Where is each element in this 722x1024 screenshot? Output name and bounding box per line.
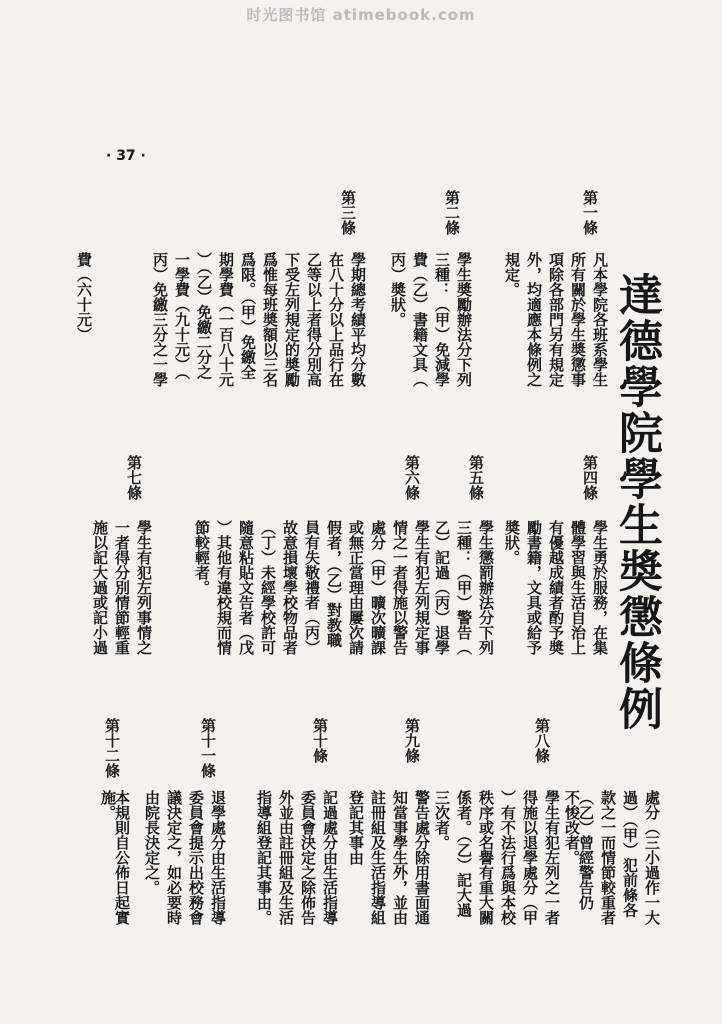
lower-text-line: 過）（甲）犯前條各 bbox=[621, 790, 639, 918]
upper-text-line: 丙）奬狀。 bbox=[389, 252, 407, 327]
lower-text-line: 學生有犯左列之一者 bbox=[543, 790, 561, 925]
upper-text-line: 項除各部門另有規定 bbox=[547, 252, 565, 387]
article-10-label: 第十條 bbox=[311, 718, 329, 763]
lower-text-line: 款之一而情節較重者 bbox=[599, 790, 617, 925]
lower-text-line: 不悛改者。 bbox=[563, 790, 581, 865]
middle-text-line: 體學習與生活自治上 bbox=[569, 520, 587, 655]
middle-text-line: 學生勇於服務，在集 bbox=[591, 520, 609, 655]
article-9-label: 第九條 bbox=[403, 718, 421, 763]
middle-text-line: 學生懲罰辦法分下列 bbox=[477, 520, 495, 655]
upper-text-line: 乙等以上者得分別高 bbox=[305, 252, 323, 387]
middle-text-line: 情之一者得施以警告 bbox=[391, 520, 409, 655]
upper-text-line: 外，均適應本條例之 bbox=[525, 252, 543, 387]
article-8-label: 第八條 bbox=[533, 718, 551, 763]
upper-text-line: 下受左列規定的奬勵 bbox=[283, 252, 301, 387]
lower-text-line: 秩序或名譽有重大關 bbox=[477, 790, 495, 925]
article-5-label: 第五條 bbox=[467, 455, 485, 500]
upper-text-line: 一學費（九十元）（ bbox=[173, 252, 191, 380]
lower-text-line: 三次者。 bbox=[433, 790, 451, 850]
middle-text-line: 假者，（乙）對教職 bbox=[325, 520, 343, 648]
lower-text-line: 登記其事由 bbox=[347, 790, 365, 865]
lower-text-line: 退學處分由生活指導 bbox=[209, 790, 227, 925]
lower-text-line: 委員會提示出校務會 bbox=[187, 790, 205, 925]
middle-text-line: 故意損壞學校物品者 bbox=[281, 520, 299, 655]
upper-text-line: 期學費（一百八十元 bbox=[217, 252, 235, 387]
middle-text-line: （丁）未經學校許可 bbox=[259, 520, 277, 655]
middle-text-line: 或無正當理由屢次請 bbox=[347, 520, 365, 655]
middle-text-line: 節較輕者。 bbox=[193, 520, 211, 595]
lower-text-line: 本規則自公佈日起實 bbox=[113, 790, 131, 925]
middle-text-line: 乙）記過（丙）退學 bbox=[433, 520, 451, 655]
upper-text-line: 在八十分以上品行在 bbox=[327, 252, 345, 387]
middle-text-line: 一者得分別情節輕重 bbox=[113, 520, 131, 655]
lower-text-line: （乙）曾經警告仍 bbox=[577, 790, 595, 910]
lower-text-line: 得施以退學處分（甲 bbox=[521, 790, 539, 925]
middle-text-line: 施以記大過或記小過 bbox=[91, 520, 109, 655]
lower-text-line: 記過處分由生活指導 bbox=[321, 790, 339, 925]
lower-text-line: 係者。（乙）記大過 bbox=[455, 790, 473, 918]
page-number: · 37 · bbox=[106, 148, 146, 164]
lower-text-line: 由院長決定之。 bbox=[143, 790, 161, 895]
lower-text-line: 委員會決定之除佈告 bbox=[299, 790, 317, 925]
article-1-label: 第一條 bbox=[581, 190, 599, 235]
middle-text-line: 有優越成績者酌予奬 bbox=[547, 520, 565, 655]
middle-text-line: 學生有犯左列事情之 bbox=[135, 520, 153, 655]
upper-text-line: ）（乙）免繳二分之 bbox=[195, 252, 213, 380]
upper-text-line: 凡本學院各班系學生 bbox=[591, 252, 609, 387]
article-6-label: 第六條 bbox=[403, 455, 421, 500]
lower-text-line: 議決定之，如必要時 bbox=[165, 790, 183, 925]
article-12-label: 第十二條 bbox=[103, 718, 121, 778]
lower-text-line: 處分（三小過作一大 bbox=[643, 790, 661, 925]
middle-text-line: ）其他有違校規而情 bbox=[215, 520, 233, 655]
middle-text-line: 勵書籍，文具或給予 bbox=[525, 520, 543, 655]
document-title: 達德學院學生奬懲條例 bbox=[611, 272, 662, 732]
lower-text-line: ）有不法行爲與本校 bbox=[499, 790, 517, 925]
upper-text-line: 學生奬勵辦法分下列 bbox=[455, 252, 473, 387]
article-2-label: 第二條 bbox=[443, 190, 461, 235]
article-3-label: 第三條 bbox=[339, 190, 357, 235]
upper-text-line: 費（六十元） bbox=[75, 252, 93, 342]
upper-text-line: 費（乙）書籍文具（ bbox=[411, 252, 429, 387]
lower-text-line: 施。 bbox=[99, 790, 117, 820]
middle-text-line: 三種：（甲）警告（ bbox=[455, 520, 473, 655]
article-11-label: 第十一條 bbox=[199, 718, 217, 778]
article-4-label: 第四條 bbox=[581, 455, 599, 500]
article-7-label: 第七條 bbox=[125, 455, 143, 500]
upper-text-line: 爲惟每班奬額以三名 bbox=[261, 252, 279, 387]
upper-text-line: 規定。 bbox=[503, 252, 521, 297]
upper-text-line: 三種：（甲）免減學 bbox=[433, 252, 451, 387]
upper-text-line: 爲限。（甲）免繳全 bbox=[239, 252, 257, 380]
lower-text-line: 註冊組及生活指導組 bbox=[369, 790, 387, 925]
lower-text-line: 指導組登記其事由。 bbox=[255, 790, 273, 925]
middle-text-line: 隨意粘貼文告者（戊 bbox=[237, 520, 255, 655]
lower-text-line: 知當事學生外，並由 bbox=[391, 790, 409, 925]
watermark: 时光图书馆 atimebook.com bbox=[246, 6, 476, 24]
upper-text-line: 所有關於學生奬懲事 bbox=[569, 252, 587, 387]
lower-text-line: 外並由註冊組及生活 bbox=[277, 790, 295, 925]
upper-text-line: 學期總考績平均分數 bbox=[349, 252, 367, 387]
middle-text-line: 奬狀。 bbox=[503, 520, 521, 565]
lower-text-line: 警告處分除用書面通 bbox=[413, 790, 431, 925]
middle-text-line: 學生有犯左列規定事 bbox=[413, 520, 431, 655]
middle-text-line: 員有失敬禮者（丙） bbox=[303, 520, 321, 655]
middle-text-line: 處分（甲）曠次曠課 bbox=[369, 520, 387, 655]
upper-text-line: 丙）免繳三分之一學 bbox=[151, 252, 169, 387]
